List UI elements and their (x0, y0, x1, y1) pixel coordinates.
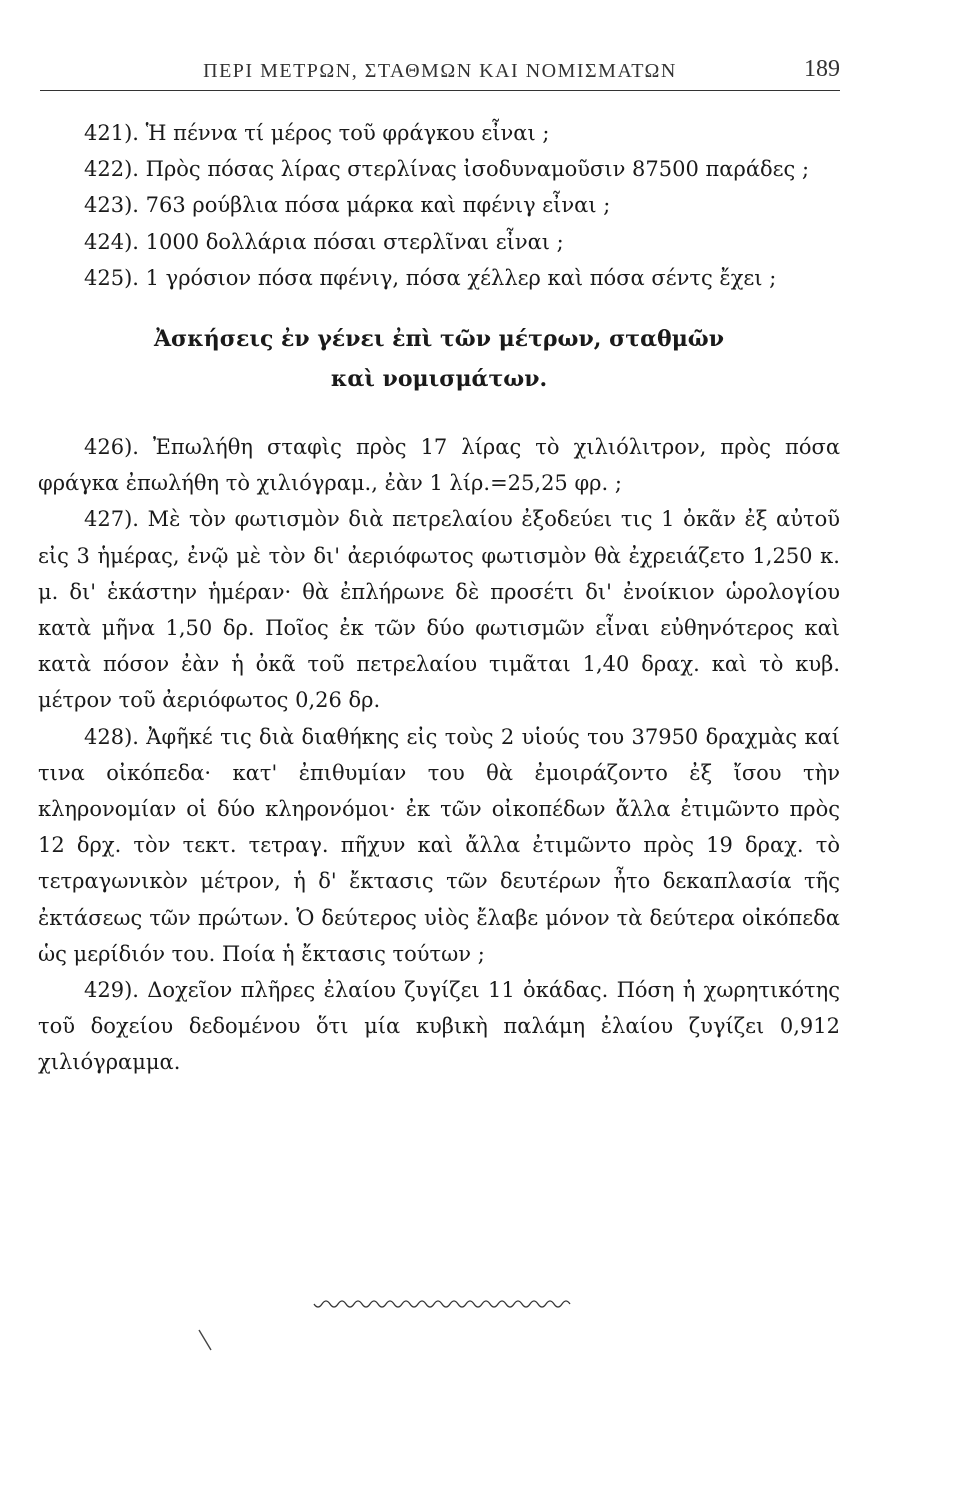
problem-427: 427). Μὲ τὸν φωτισμὸν διὰ πετρελαίου ἐξοδεύει τις 1 ὀκᾶν ἐξ αὐτοῦ εἰς 3 ἡμέρας, ἐνῷ μὲ τὸν δι' ἀεριόφωτος φωτισμὸν θὰ ἐχρειάζετο 1,250 κ. μ. δι' ἑκάστην ἡμέραν· θὰ ἐπλήρωνε δὲ προσέτι δι' ἐνοίκιον ὡρολογίου κατὰ μῆνα 1,50 δρ. Ποῖος ἐκ τῶν δύο φωτισμῶν εἶναι εὐθηνότερος καὶ κατὰ πόσον ἐὰν ἡ ὀκᾶ τοῦ πετρελαίου τιμᾶται 1,40 δραχ. καὶ τὸ κυβ. μέτρον τοῦ ἀεριόφωτος 0,26 δρ. (38, 507, 840, 713)
problem-421: 421). Ἡ πέννα τί μέρος τοῦ φράγκου εἶναι ; (84, 121, 550, 145)
section-heading (38, 296, 840, 429)
problem-429: 429). Δοχεῖον πλῆρες ἐλαίου ζυγίζει 11 ὀκάδας. Πόση ἡ χωρητικότης τοῦ δοχείου δεδομένου ὅτι μία κυβικὴ παλάμη ἐλαίου ζυγίζει 0,912 χιλιόγραμμα. (38, 978, 840, 1075)
decorative-wavy-rule (312, 1300, 574, 1314)
problem-426: 426). Ἐπωλήθη σταφὶς πρὸς 17 λίρας τὸ χιλιόλιτρον, πρὸς πόσα φράγκα ἐπωλήθη τὸ χιλιόγραμ., ἐὰν 1 λίρ.=25,25 φρ. ; (38, 435, 840, 496)
page-body (38, 115, 840, 1081)
page-header (40, 56, 840, 91)
problem-424: 424). 1000 δολλάρια πόσαι στερλῖναι εἶναι ; (84, 229, 564, 254)
running-title: ΠΕΡΙ ΜΕΤΡΩΝ, ΣΤΑΘΜΩΝ ΚΑΙ ΝΟΜΙΣΜΑΤΩΝ (203, 60, 677, 82)
problem-422: 422). Πρὸς πόσας λίρας στερλίνας ἰσοδυναμοῦσιν 87500 παράδες ; (84, 157, 810, 182)
problem-425: 425). 1 γρόσιον πόσα πφένιγ, πόσα χέλλερ καὶ πόσα σέντς ἔχει ; (84, 265, 777, 290)
problem-428: 428). Ἀφῆκέ τις διὰ διαθήκης εἰς τοὺς 2 υἱούς του 37950 δραχμὰς καί τινα οἰκόπεδα· κατ' ἐπιθυμίαν του θὰ ἐμοιράζοντο ἐξ ἴσου τὴν κληρονομίαν οἱ δύο κληρονόμοι· ἐκ τῶν οἰκοπέδων ἄλλα ἐτιμῶντο πρὸς 12 δρχ. τὸν τεκτ. τετραγ. πῆχυν καὶ ἄλλα ἐτιμῶντο πρὸς 19 δραχ. τὸ τετραγωνικὸν μέτρον, ἡ δ' ἔκτασις τῶν δευτέρων ἦτο δεκαπλασία τῆς ἐκτάσεως τῶν πρώτων. Ὁ δεύτερος υἱὸς ἔλαβε μόνον τὰ δεύτερα οἰκόπεδα ὡς μερίδιόν του. Ποία ἡ ἔκτασις τούτων ; (38, 724, 840, 966)
problem-423: 423). 763 ρούβλια πόσα μάρκα καὶ πφένιγ εἶναι ; (84, 193, 611, 218)
section-heading-line-1: Ἀσκήσεις ἐν γένει ἐπὶ τῶν μέτρων, σταθμῶν (153, 326, 725, 353)
stray-mark (196, 1328, 216, 1354)
page-number: 189 (804, 56, 840, 82)
section-heading-line-2: καὶ νομισμάτων. (330, 366, 548, 393)
